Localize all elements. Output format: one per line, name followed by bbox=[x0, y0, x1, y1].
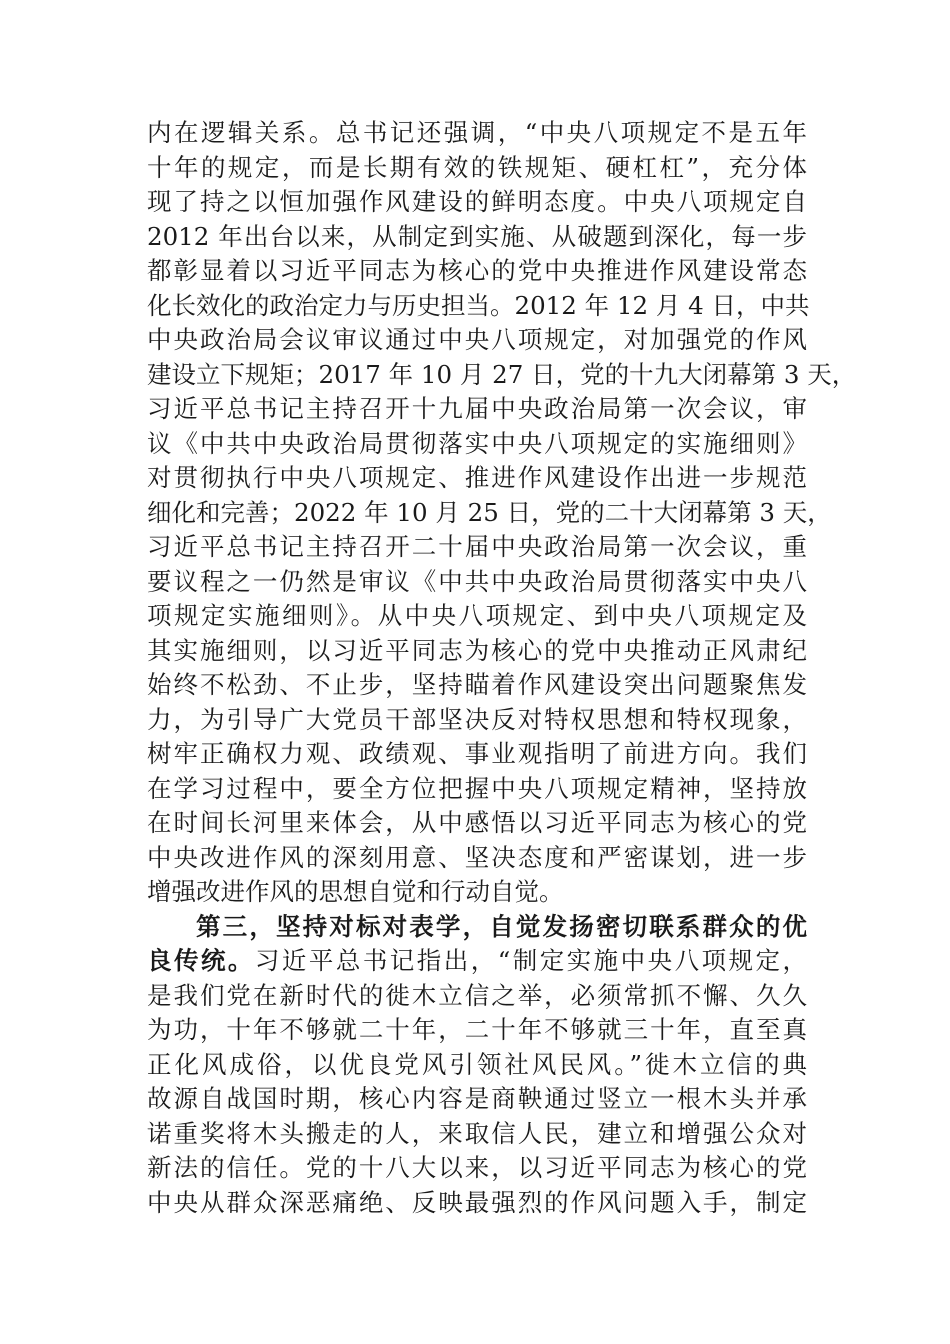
paragraph-line: 中央从群众深恶痛绝、反映最强烈的作风问题入手，制定 bbox=[147, 1187, 807, 1217]
document-body bbox=[147, 116, 857, 1220]
paragraph-line: 十年的规定，而是长期有效的铁规矩、硬杠杠”，充分体 bbox=[147, 152, 807, 182]
paragraph-line: 习近平总书记主持召开十九届中央政治局第一次会议，审 bbox=[147, 394, 807, 423]
paragraph-line: 故源自战国时期，核心内容是商鞅通过竖立一根木头并承 bbox=[147, 1084, 807, 1113]
paragraph-line: 其实施细则，以习近平同志为核心的党中央推动正风肃纪 bbox=[147, 635, 807, 665]
paragraph-line: 始终不松劲、不止步，坚持瞄着作风建设突出问题聚焦发 bbox=[147, 670, 807, 699]
paragraph-line bbox=[147, 944, 807, 979]
paragraph-line: 在学习过程中，要全方位把握中央八项规定精神，坚持放 bbox=[147, 773, 807, 803]
paragraph-1 bbox=[147, 116, 857, 910]
section-heading: 第三，坚持对标对表学，自觉发扬密切联系群众的优 bbox=[196, 911, 807, 941]
paragraph-line: 诺重奖将木头搬走的人，来取信人民，建立和增强公众对 bbox=[147, 1118, 807, 1148]
paragraph-line: 中央改进作风的深刻用意、坚决态度和严密谋划，进一步 bbox=[147, 842, 807, 872]
paragraph-line: 都彰显着以习近平同志为核心的党中央推进作风建设常态 bbox=[147, 256, 807, 285]
paragraph-line: 习近平总书记主持召开二十届中央政治局第一次会议，重 bbox=[147, 532, 807, 561]
paragraph-line: 对贯彻执行中央八项规定、推进作风建设作出进一步规范 bbox=[147, 463, 807, 492]
paragraph-line: 为功，十年不够就二十年，二十年不够就三十年，直至真 bbox=[147, 1015, 807, 1044]
paragraph-line: 建设立下规矩；2017 年 10 月 27 日，党的十九大闭幕第 3 天， bbox=[147, 359, 857, 389]
paragraph-line: 现了持之以恒加强作风建设的鲜明态度。中央八项规定自 bbox=[147, 187, 807, 216]
paragraph-line: 中央政治局会议审议通过中央八项规定，对加强党的作风 bbox=[147, 325, 807, 354]
paragraph-line: 是我们党在新时代的徙木立信之举，必须常抓不懈、久久 bbox=[147, 980, 807, 1010]
paragraph-line: 化长效化的政治定力与历史担当。2012 年 12 月 4 日，中共 bbox=[147, 290, 810, 320]
paragraph-line: 增强改进作风的思想自觉和行动自觉。 bbox=[147, 877, 564, 906]
paragraph-line: 议《中共中央政治局贯彻落实中央八项规定的实施细则》 bbox=[147, 428, 807, 458]
paragraph-line: 在时间长河里来体会，从中感悟以习近平同志为核心的党 bbox=[147, 808, 807, 837]
paragraph-line: 新法的信任。党的十八大以来，以习近平同志为核心的党 bbox=[147, 1153, 807, 1182]
paragraph-line: 细化和完善；2022 年 10 月 25 日，党的二十大闭幕第 3 天， bbox=[147, 497, 832, 527]
paragraph-line: 内在逻辑关系。总书记还强调，“中央八项规定不是五年 bbox=[147, 118, 807, 147]
paragraph-line: 正化风成俗，以优良党风引领社风民风。”徙木立信的典 bbox=[147, 1049, 807, 1079]
paragraph-line: 项规定实施细则》。从中央八项规定、到中央八项规定及 bbox=[147, 601, 807, 630]
section-heading-end: 良传统。 bbox=[147, 946, 255, 975]
paragraph-line: 要议程之一仍然是审议《中共中央政治局贯彻落实中央八 bbox=[147, 566, 807, 596]
paragraph-line: 2012 年出台以来，从制定到实施、从破题到深化，每一步 bbox=[147, 221, 807, 251]
paragraph-2 bbox=[147, 910, 807, 1221]
paragraph-line: 树牢正确权力观、政绩观、事业观指明了前进方向。我们 bbox=[147, 739, 807, 768]
paragraph-line-text: 习近平总书记指出，“制定实施中央八项规定， bbox=[254, 946, 808, 975]
paragraph-line: 力，为引导广大党员干部坚决反对特权思想和特权现象， bbox=[147, 704, 807, 734]
